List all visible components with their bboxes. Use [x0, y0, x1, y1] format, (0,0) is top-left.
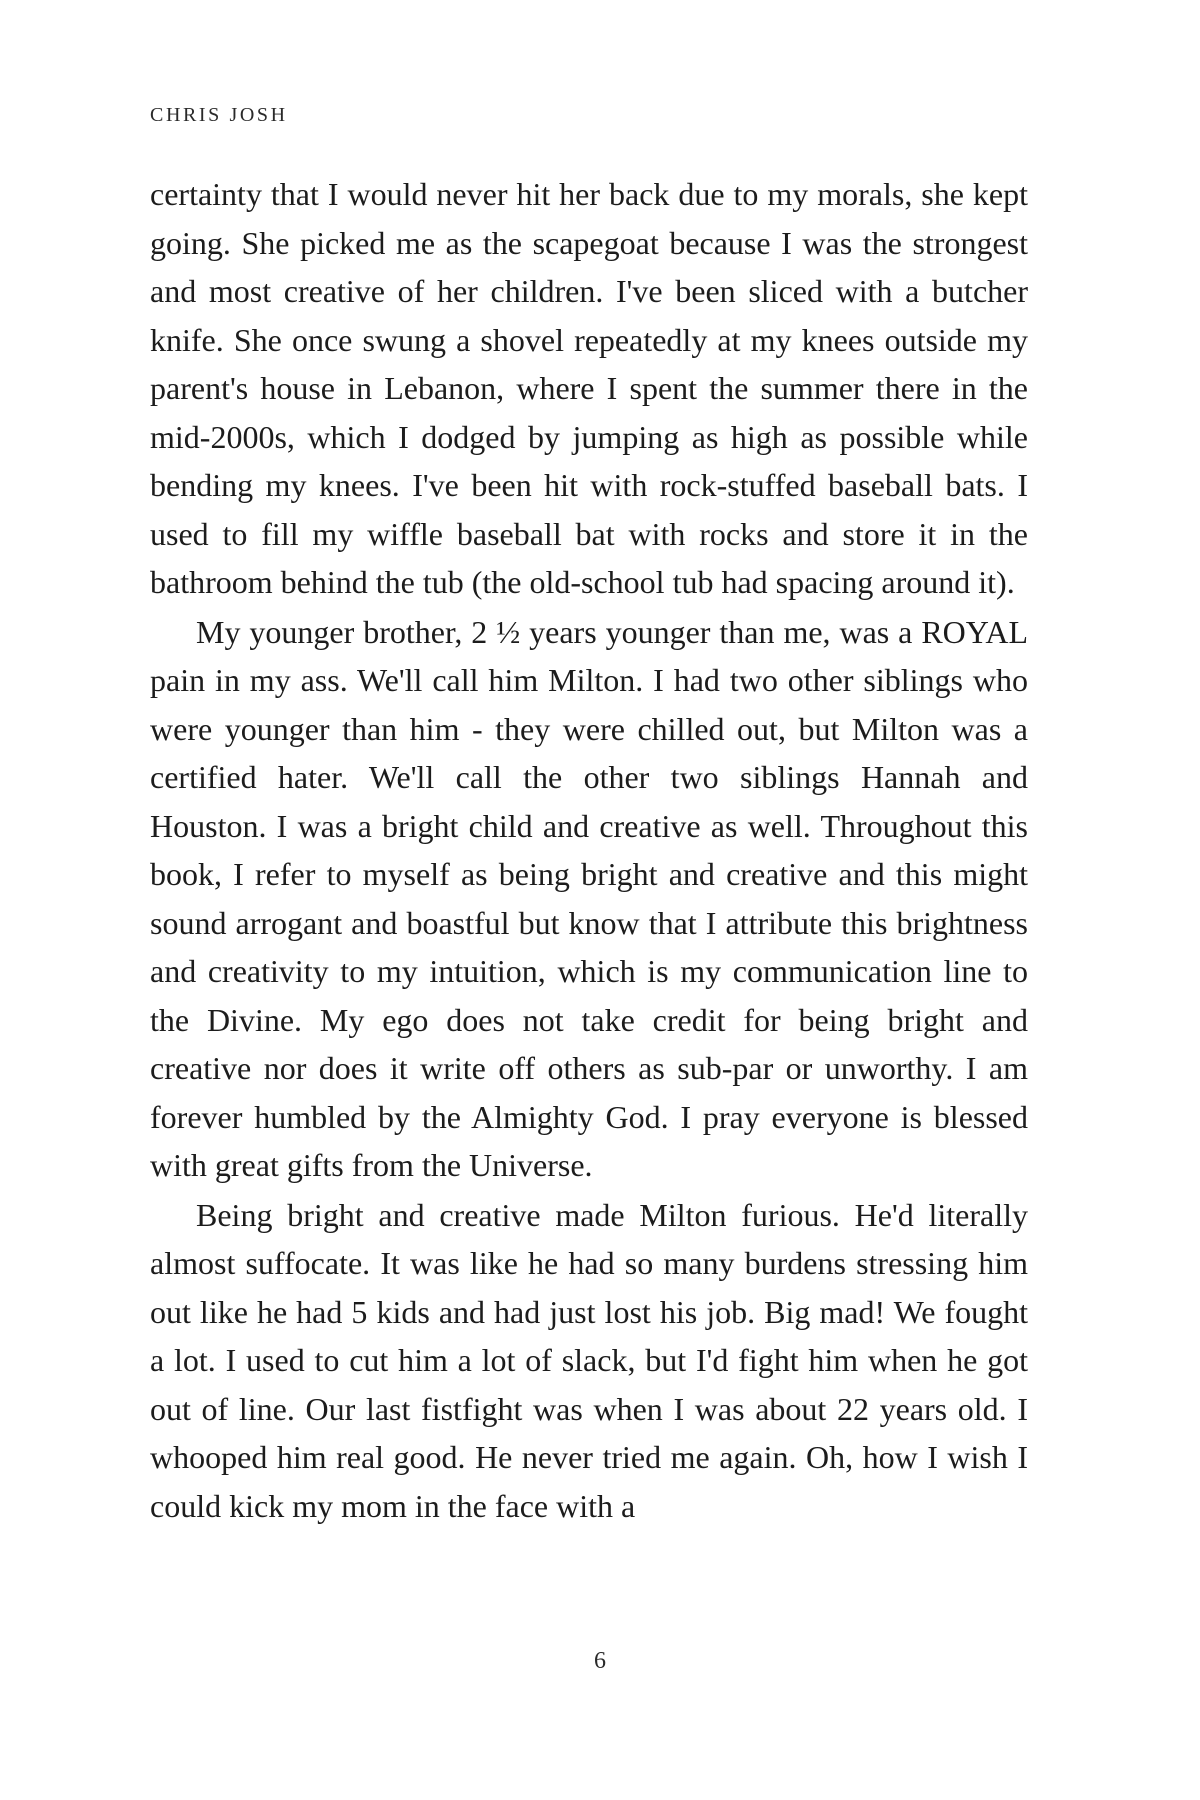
running-head: CHRIS JOSH: [150, 104, 288, 126]
body-text: [150, 170, 1028, 1530]
page-number: 6: [594, 1648, 606, 1674]
paragraph: My younger brother, 2 ½ years younger than me, was a ROYAL pain in my ass. We'll call him Milton. I had two other siblings who were younger than him - they were chilled out, but Milton was a certified hater. We'll call the other two siblings Hannah and Houston. I was a bright child and creative as well. Throughout this book, I refer to myself as being bright and creative and this might sound arrogant and boastful but know that I attribute this brightness and creativity to my intuition, which is my communication line to the Divine. My ego does not take credit for being bright and creative nor does it write off others as sub-par or unworthy. I am forever humbled by the Almighty God. I pray everyone is blessed with great gifts from the Universe.: [150, 613, 1028, 1183]
paragraph: Being bright and creative made Milton furious. He'd literally almost suffocate. It was like he had so many burdens stressing him out like he had 5 kids and had just lost his job. Big mad! We fought a lot. I used to cut him a lot of slack, but I'd fight him when he got out of line. Our last fistfight was when I was about 22 years old. I whooped him real good. He never tried me again. Oh, how I wish I could kick my mom in the face with a: [150, 1196, 1028, 1524]
paragraph-continued: certainty that I would never hit her back due to my morals, she kept going. She picked me as the scapegoat because I was the strongest and most creative of her children. I've been sliced with a butcher knife. She once swung a shovel repeatedly at my knees outside my parent's house in Lebanon, where I spent the summer there in the mid-2000s, which I dodged by jumping as high as possible while bending my knees. I've been hit with rock-stuffed baseball bats. I used to fill my wiffle baseball bat with rocks and store it in the bathroom behind the tub (the old-school tub had spacing around it).: [150, 176, 1028, 600]
